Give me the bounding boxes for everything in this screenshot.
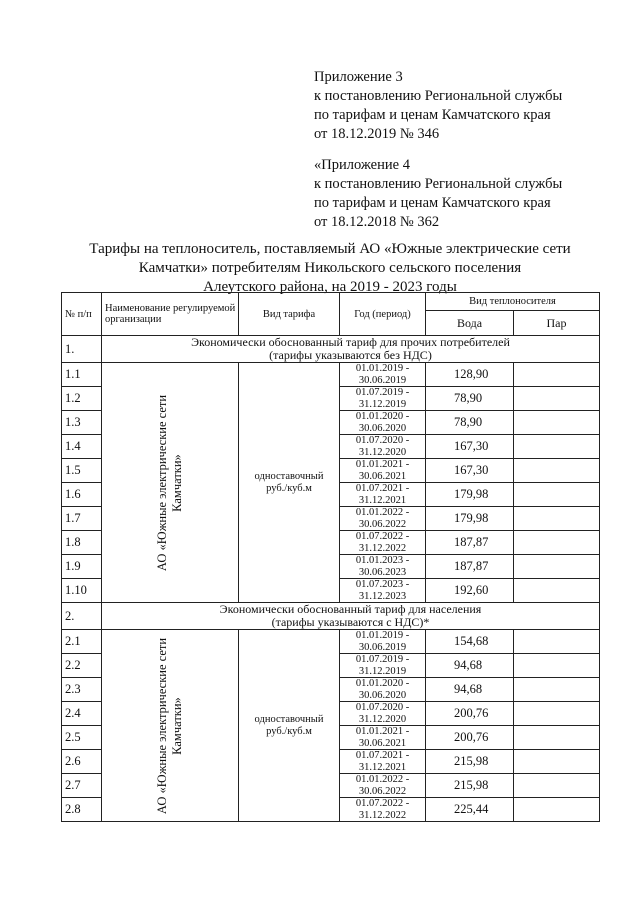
appendix-4-line: «Приложение 4 [314, 157, 410, 173]
water-value: 179,98 [426, 507, 514, 531]
steam-value [514, 750, 600, 774]
water-value: 128,90 [426, 363, 514, 387]
section-row [62, 336, 600, 363]
period-cell [340, 774, 426, 798]
steam-value [514, 630, 600, 654]
org-name-line: Камчатки» [170, 696, 184, 755]
water-value: 78,90 [426, 411, 514, 435]
row-num: 1.8 [62, 531, 102, 555]
period-cell [340, 531, 426, 555]
period-start: 01.07.2022 - [355, 798, 410, 809]
period-end: 31.12.2022 [358, 542, 407, 554]
period-cell [340, 459, 426, 483]
water-value: 167,30 [426, 459, 514, 483]
row-num: 2.6 [62, 750, 102, 774]
tariff-unit-line: руб./куб.м [266, 725, 312, 737]
org-name-line: АО «Южные электрические сети [155, 394, 169, 571]
period-start: 01.01.2023 - [355, 555, 410, 566]
period-start: 01.07.2020 - [355, 435, 410, 446]
period-start: 01.07.2020 - [355, 702, 410, 713]
period-end: 30.06.2022 [358, 518, 407, 530]
period-start: 01.07.2021 - [355, 483, 410, 494]
title-line: Камчатки» потребителям Никольского сельского поселения [138, 260, 522, 276]
period-cell [340, 630, 426, 654]
period-cell [340, 555, 426, 579]
steam-value [514, 435, 600, 459]
water-value: 187,87 [426, 555, 514, 579]
appendix-3-line: по тарифам и ценам Камчатского края [314, 107, 551, 123]
steam-value [514, 363, 600, 387]
water-value: 94,68 [426, 678, 514, 702]
steam-value [514, 702, 600, 726]
steam-value [514, 798, 600, 822]
period-cell [340, 435, 426, 459]
period-cell [340, 654, 426, 678]
row-num: 1.3 [62, 411, 102, 435]
document-title [40, 240, 620, 297]
period-start: 01.01.2020 - [355, 411, 410, 422]
header-steam: Пар [514, 311, 600, 336]
steam-value [514, 579, 600, 603]
period-cell [340, 702, 426, 726]
section-title-line: (тарифы указываются с НДС)* [271, 615, 430, 629]
row-num: 2.1 [62, 630, 102, 654]
water-value: 167,30 [426, 435, 514, 459]
org-name [155, 637, 185, 813]
steam-value [514, 459, 600, 483]
row-num: 1.4 [62, 435, 102, 459]
row-num: 2.2 [62, 654, 102, 678]
row-num: 2.4 [62, 702, 102, 726]
header-water: Вода [426, 311, 514, 336]
period-end: 30.06.2022 [358, 785, 407, 797]
period-start: 01.01.2021 - [355, 459, 410, 470]
appendix-3-line: от 18.12.2019 № 346 [314, 126, 440, 142]
appendix-3-block [314, 68, 562, 144]
section-title [102, 603, 600, 630]
steam-value [514, 411, 600, 435]
row-num: 1.9 [62, 555, 102, 579]
period-cell [340, 411, 426, 435]
section-title [102, 336, 600, 363]
tariff-type-line: одноставочный [254, 713, 324, 725]
period-end: 31.12.2019 [358, 665, 407, 677]
water-value: 179,98 [426, 483, 514, 507]
period-end: 31.12.2023 [358, 590, 407, 602]
tariff-table [61, 292, 600, 822]
period-end: 30.06.2020 [358, 422, 407, 434]
tariff-table-body [62, 293, 600, 822]
steam-value [514, 654, 600, 678]
period-end: 30.06.2019 [358, 374, 407, 386]
section-title-line: (тарифы указываются без НДС) [269, 348, 432, 362]
org-name-cell [102, 630, 239, 822]
title-line: Тарифы на теплоноситель, поставляемый АО «Южные электрические сети [89, 241, 571, 257]
tariff-type-line: одноставочный [254, 470, 324, 482]
appendix-4-line: по тарифам и ценам Камчатского края [314, 195, 551, 211]
row-num: 1.6 [62, 483, 102, 507]
org-name [155, 394, 185, 570]
period-start: 01.01.2022 - [355, 507, 410, 518]
water-value: 200,76 [426, 726, 514, 750]
period-end: 30.06.2020 [358, 689, 407, 701]
appendix-3-line: Приложение 3 [314, 69, 403, 85]
row-num: 2.7 [62, 774, 102, 798]
header-period: Год (период) [340, 293, 426, 336]
water-value: 200,76 [426, 702, 514, 726]
period-cell [340, 798, 426, 822]
period-start: 01.01.2019 - [355, 363, 410, 374]
section-num: 2. [62, 603, 102, 630]
period-end: 30.06.2019 [358, 641, 407, 653]
appendix-4-line: к постановлению Региональной службы [314, 176, 563, 192]
row-num: 1.5 [62, 459, 102, 483]
water-value: 78,90 [426, 387, 514, 411]
org-name-cell [102, 363, 239, 603]
water-value: 192,60 [426, 579, 514, 603]
period-start: 01.07.2021 - [355, 750, 410, 761]
title-line: Алеутского района, на 2019 - 2023 годы [203, 279, 457, 295]
water-value: 154,68 [426, 630, 514, 654]
appendix-4-line: от 18.12.2018 № 362 [314, 214, 440, 230]
water-value: 215,98 [426, 750, 514, 774]
period-end: 30.06.2021 [358, 737, 407, 749]
steam-value [514, 726, 600, 750]
org-name-line: АО «Южные электрические сети [155, 637, 169, 814]
appendix-3-line: к постановлению Региональной службы [314, 88, 563, 104]
section-title-line: Экономически обоснованный тариф для прочих потребителей [191, 335, 510, 349]
period-end: 31.12.2020 [358, 713, 407, 725]
period-cell [340, 507, 426, 531]
period-cell [340, 483, 426, 507]
period-cell [340, 726, 426, 750]
table-row [62, 363, 600, 387]
steam-value [514, 531, 600, 555]
period-end: 30.06.2021 [358, 470, 407, 482]
period-cell [340, 750, 426, 774]
section-row [62, 603, 600, 630]
row-num: 2.5 [62, 726, 102, 750]
row-num: 1.7 [62, 507, 102, 531]
section-num: 1. [62, 336, 102, 363]
table-row [62, 630, 600, 654]
steam-value [514, 555, 600, 579]
period-start: 01.01.2020 - [355, 678, 410, 689]
section-title-line: Экономически обоснованный тариф для населения [219, 602, 482, 616]
org-name-line: Камчатки» [170, 453, 184, 512]
period-end: 31.12.2019 [358, 398, 407, 410]
period-start: 01.07.2019 - [355, 654, 410, 665]
period-end: 31.12.2021 [358, 494, 407, 506]
header-org: Наименование регулируемой организации [102, 293, 239, 336]
period-start: 01.01.2019 - [355, 630, 410, 641]
header-num: № п/п [62, 293, 102, 336]
period-cell [340, 678, 426, 702]
period-start: 01.07.2022 - [355, 531, 410, 542]
period-cell [340, 387, 426, 411]
period-cell [340, 579, 426, 603]
appendix-4-block [314, 156, 562, 232]
row-num: 1.1 [62, 363, 102, 387]
tariff-unit-line: руб./куб.м [266, 482, 312, 494]
row-num: 2.3 [62, 678, 102, 702]
steam-value [514, 387, 600, 411]
period-start: 01.01.2022 - [355, 774, 410, 785]
row-num: 2.8 [62, 798, 102, 822]
row-num: 1.2 [62, 387, 102, 411]
header-row [62, 293, 600, 311]
steam-value [514, 483, 600, 507]
period-cell [340, 363, 426, 387]
period-start: 01.01.2021 - [355, 726, 410, 737]
period-end: 30.06.2023 [358, 566, 407, 578]
steam-value [514, 774, 600, 798]
water-value: 94,68 [426, 654, 514, 678]
period-end: 31.12.2021 [358, 761, 407, 773]
row-num: 1.10 [62, 579, 102, 603]
steam-value [514, 678, 600, 702]
period-end: 31.12.2022 [358, 809, 407, 821]
header-carrier: Вид теплоносителя [426, 293, 600, 311]
period-start: 01.07.2019 - [355, 387, 410, 398]
period-end: 31.12.2020 [358, 446, 407, 458]
tariff-type-cell [239, 363, 340, 603]
tariff-type-cell [239, 630, 340, 822]
water-value: 225,44 [426, 798, 514, 822]
steam-value [514, 507, 600, 531]
header-tariff-type: Вид тарифа [239, 293, 340, 336]
water-value: 187,87 [426, 531, 514, 555]
water-value: 215,98 [426, 774, 514, 798]
period-start: 01.07.2023 - [355, 579, 410, 590]
